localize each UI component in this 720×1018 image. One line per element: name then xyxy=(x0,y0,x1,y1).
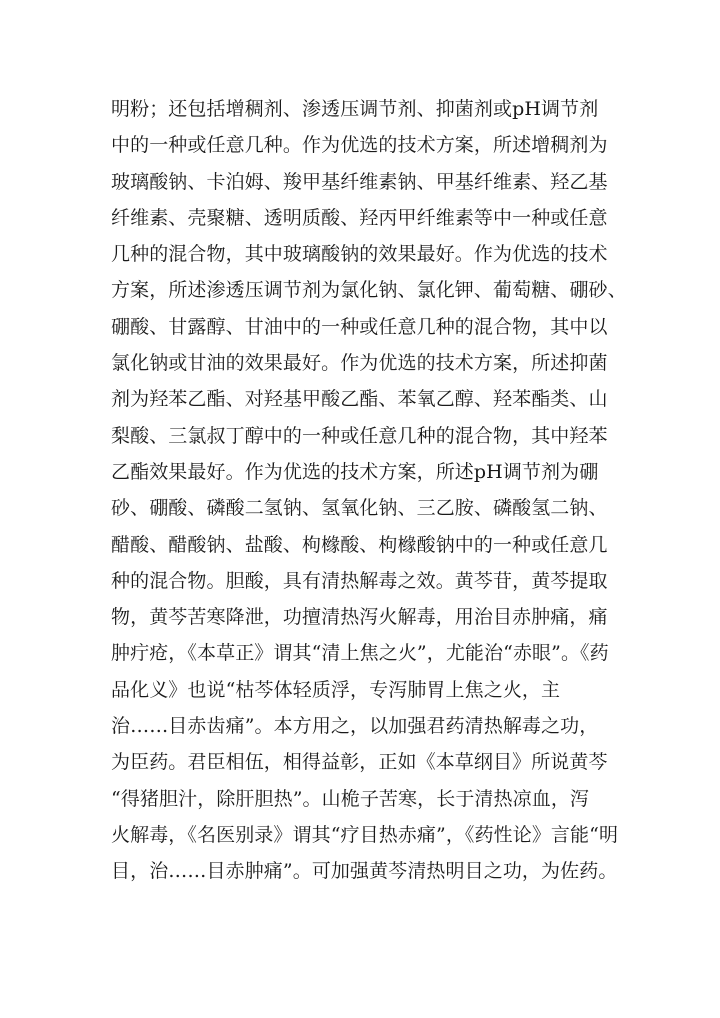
text-line: 氯化钠或甘油的效果最好。作为优选的技术方案，所述抑菌 xyxy=(111,352,608,375)
text-line: 硼酸、甘露醇、甘油中的一种或任意几种的混合物，其中以 xyxy=(111,315,608,338)
text-line: 玻璃酸钠、卡泊姆、羧甲基纤维素钠、甲基纤维素、羟乙基 xyxy=(111,170,608,193)
text-line: 目，治……目赤肿痛”。可加强黄芩清热明目之功，为佐药。 xyxy=(111,860,618,883)
text-line: 剂为羟苯乙酯、对羟基甲酸乙酯、苯氧乙醇、羟苯酯类、山 xyxy=(111,388,608,411)
text-line: 梨酸、三氯叔丁醇中的一种或任意几种的混合物，其中羟苯 xyxy=(111,424,608,447)
text-line: 治……目赤齿痛”。本方用之，以加强君药清热解毒之功， xyxy=(111,715,599,738)
text-line: 明粉；还包括增稠剂、渗透压调节剂、抑菌剂或pH调节剂 xyxy=(111,98,599,120)
text-line: 醋酸、醋酸钠、盐酸、枸橼酸、枸橼酸钠中的一种或任意几 xyxy=(111,533,608,556)
text-line: 方案，所述渗透压调节剂为氯化钠、氯化钾、葡萄糖、硼砂、 xyxy=(111,279,627,302)
text-line: 肿疔疮，《本草正》谓其“清上焦之火”，尤能治“赤眼”。《药 xyxy=(111,642,609,665)
text-line: 纤维素、壳聚糖、透明质酸、羟丙甲纤维素等中一种或任意 xyxy=(111,206,608,229)
text-line: 几种的混合物，其中玻璃酸钠的效果最好。作为优选的技术 xyxy=(111,243,608,266)
text-line: 种的混合物。胆酸，具有清热解毒之效。黄芩苷，黄芩提取 xyxy=(111,569,608,592)
text-line: 物，黄芩苦寒降泄，功擅清热泻火解毒，用治目赤肿痛，痛 xyxy=(111,606,608,629)
text-line: 砂、硼酸、磷酸二氢钠、氢氧化钠、三乙胺、磷酸氢二钠、 xyxy=(111,497,608,520)
text-line: 火解毒，《名医别录》谓其“疗目热赤痛”，《药性论》言能“明 xyxy=(111,823,619,846)
text-line: 中的一种或任意几种。作为优选的技术方案，所述增稠剂为 xyxy=(111,134,608,157)
text-line: 为臣药。君臣相伍，相得益彰，正如《本草纲目》所说黄芩 xyxy=(111,751,608,774)
text-line: 品化义》也说“枯芩体轻质浮，专泻肺胃上焦之火，主 xyxy=(111,678,561,701)
body-text xyxy=(111,91,631,890)
text-line: 乙酯效果最好。作为优选的技术方案，所述pH调节剂为硼 xyxy=(111,460,599,483)
text-line: “得猪胆汁，除肝胆热”。山桅子苦寒，长于清热凉血，泻 xyxy=(111,787,590,810)
